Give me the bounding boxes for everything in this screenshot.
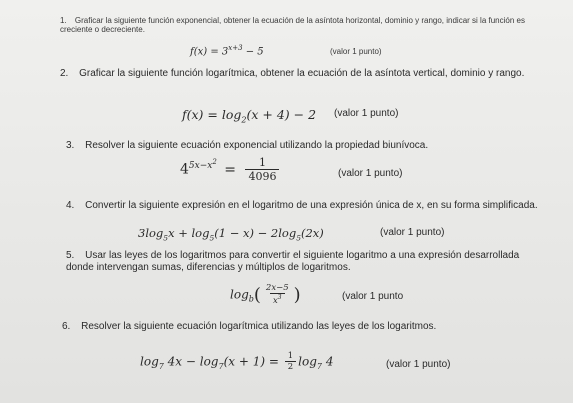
item-4-formula: $3\log_5x + \log_5(1 - x) - 2\log_5(2x)$ bbox=[138, 226, 324, 243]
item-1 bbox=[60, 16, 530, 34]
item-1-value: (valor 1 punto) bbox=[330, 47, 382, 56]
item-number: 5. bbox=[66, 250, 75, 261]
item-number: 2. bbox=[60, 68, 69, 79]
item-2 bbox=[60, 68, 530, 80]
item-5-formula: $\log_b$( $\frac{2x-5}{x^3}$ ) bbox=[230, 283, 301, 306]
item-2-formula: $f(x) = \log_2(x + 4) - 2$ bbox=[182, 107, 317, 125]
item-4-value: (valor 1 punto) bbox=[380, 227, 445, 238]
item-2-value: (valor 1 punto) bbox=[334, 108, 399, 119]
item-statement: Resolver la siguiente ecuación logarítmica utilizando las leyes de los logaritmos. bbox=[81, 321, 437, 332]
item-4 bbox=[66, 200, 544, 212]
item-5 bbox=[66, 250, 548, 274]
item-statement: Resolver la siguiente ecuación exponencial utilizando la propiedad biunívoca. bbox=[85, 140, 429, 151]
item-3 bbox=[66, 140, 536, 152]
item-statement: Graficar la siguiente función logarítmica, obtener la ecuación de la asíntota vertical, dominio y rango. bbox=[79, 68, 525, 79]
item-number: 6. bbox=[62, 321, 71, 332]
item-statement: Graficar la siguiente función exponencial, obtener la ecuación de la asíntota horizontal, dominio y rango, indicar si la función es creciente o decreciente. bbox=[60, 16, 525, 34]
item-6-value: (valor 1 punto) bbox=[386, 359, 451, 370]
item-3-value: (valor 1 punto) bbox=[338, 168, 403, 179]
item-number: 3. bbox=[66, 140, 75, 151]
item-number: 1. bbox=[60, 16, 67, 25]
item-6-formula: $\log_7 4x - \log_7(x + 1)$ = $\frac{1}{2}$ $\log_7 4$ bbox=[140, 351, 334, 372]
item-statement: Usar las leyes de los logaritmos para convertir el siguiente logaritmo a una expresión desarrollada donde intervengan sumas, diferencias y múltiplos de logaritmos. bbox=[66, 250, 520, 273]
item-1-formula: $f(x) = 3^{x+3} - 5$ bbox=[190, 44, 264, 58]
item-statement: Convertir la siguiente expresión en el logaritmo de una expresión única de x, en su forma simplificada. bbox=[85, 200, 538, 211]
item-5-value: (valor 1 punto bbox=[342, 291, 404, 302]
item-3-formula: $4^{5x-x^2}$ = $\frac{1}{4096}$ bbox=[180, 157, 281, 182]
item-number: 4. bbox=[66, 200, 75, 211]
item-6 bbox=[62, 321, 552, 333]
